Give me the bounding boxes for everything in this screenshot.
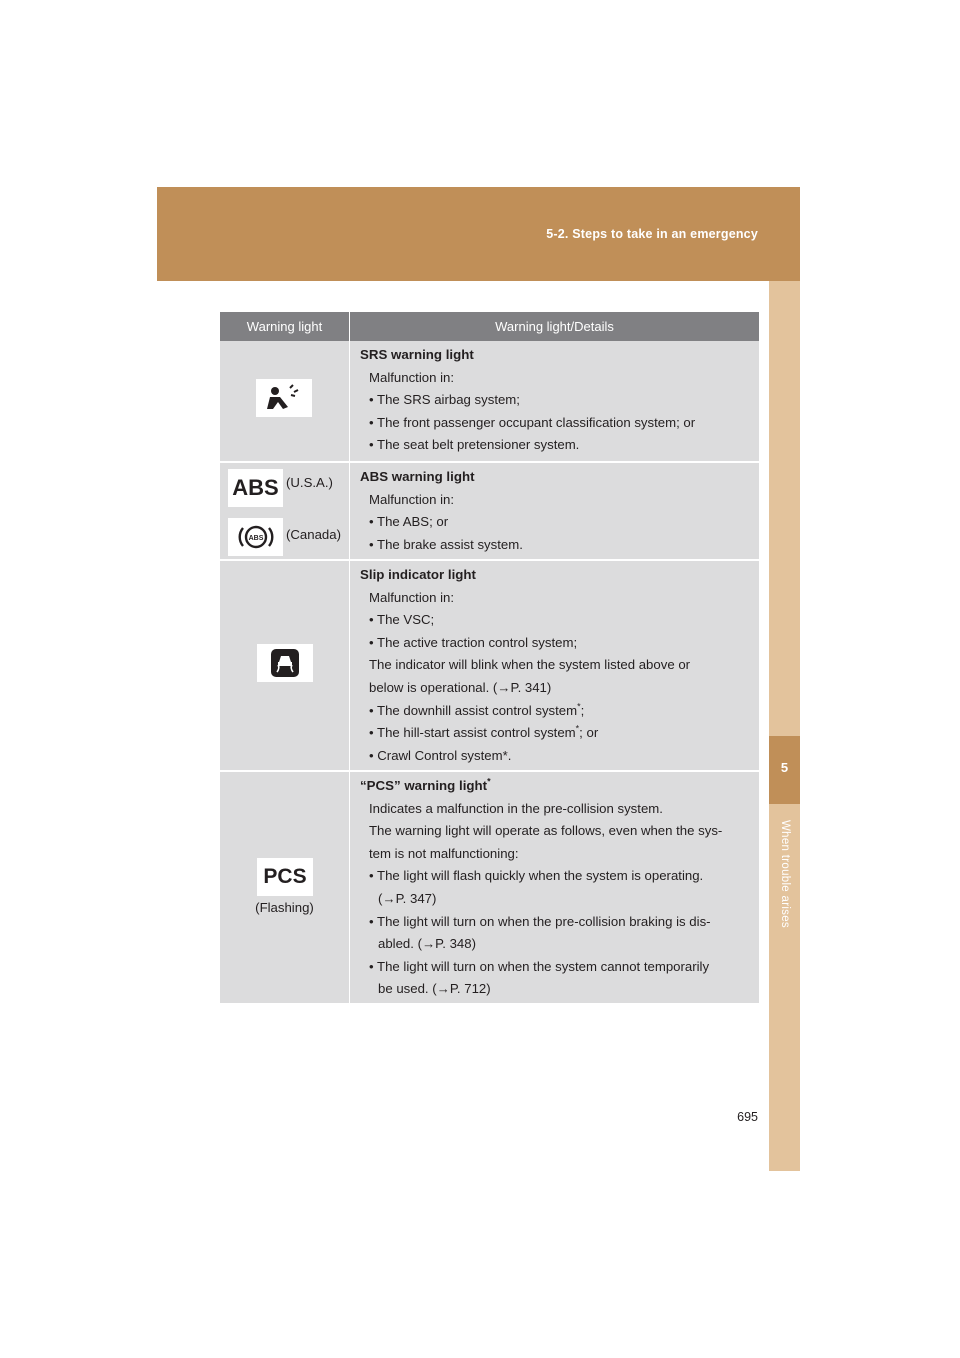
- slip-title: Slip indicator light: [360, 567, 476, 582]
- abs-canada-icon: [228, 518, 283, 556]
- pcs-note-1: The warning light will operate as follows, even when the sys-: [369, 823, 723, 839]
- pcs-bullet-1-cont: (→P. 347): [378, 890, 437, 906]
- chapter-label: [769, 812, 800, 942]
- slip-intro: Malfunction in:: [369, 589, 455, 605]
- chapter-label-text: When trouble arises: [778, 820, 791, 928]
- pcs-bullet-1: • The light will flash quickly when the system is operating.: [369, 868, 704, 884]
- icon-cell: [220, 463, 350, 559]
- abs-title: ABS warning light: [360, 469, 475, 484]
- srs-title: SRS warning light: [360, 347, 474, 362]
- abs-usa-label: (U.S.A.): [286, 475, 333, 490]
- slip-note-2: below is operational. (→P. 341): [369, 679, 552, 695]
- table-row-abs: [220, 463, 759, 561]
- slip-line-3: • The downhill assist control system*;: [369, 701, 585, 718]
- svg-text:ABS: ABS: [248, 535, 263, 542]
- slip-line-5: • Crawl Control system*.: [369, 747, 512, 763]
- icon-cell: [220, 772, 350, 1003]
- abs-canada-label: (Canada): [286, 527, 341, 542]
- pcs-title: “PCS” warning light*: [360, 776, 491, 793]
- slip-line-1: • The VSC;: [369, 612, 435, 628]
- pcs-bullet-2: • The light will turn on when the pre-collision braking is dis-: [369, 913, 711, 929]
- abs-line-2: • The brake assist system.: [369, 536, 523, 552]
- table-row-pcs: [220, 772, 759, 1003]
- srs-line-2: • The front passenger occupant classification system; or: [369, 414, 696, 430]
- srs-intro: Malfunction in:: [369, 369, 455, 385]
- abs-intro: Malfunction in:: [369, 491, 455, 507]
- abs-usa-icon: ABS: [228, 469, 283, 507]
- header-band: [157, 187, 800, 281]
- table-header: [220, 312, 759, 341]
- slip-indicator-icon: [257, 644, 313, 682]
- slip-line-4: • The hill-start assist control system*; or: [369, 723, 599, 741]
- pcs-note-2: tem is not malfunctioning:: [369, 845, 519, 861]
- slip-line-2: • The active traction control system;: [369, 634, 578, 650]
- pcs-bullet-3-cont: be used. (→P. 712): [378, 981, 491, 997]
- icon-cell: [220, 561, 350, 770]
- chapter-side-strip: [769, 281, 800, 1171]
- pcs-flashing-label: (Flashing): [255, 900, 314, 915]
- header-warning-light: Warning light: [220, 312, 350, 341]
- chapter-number: 5: [780, 760, 789, 775]
- chapter-tab: [769, 736, 800, 804]
- pcs-bullet-3: • The light will turn on when the system cannot temporarily: [369, 958, 710, 974]
- abs-line-1: • The ABS; or: [369, 514, 449, 530]
- section-title: 5-2. Steps to take in an emergency: [546, 227, 758, 241]
- srs-line-1: • The SRS airbag system;: [369, 392, 520, 408]
- icon-cell: [220, 341, 350, 461]
- table-row-slip: [220, 561, 759, 772]
- pcs-bullet-2-cont: abled. (→P. 348): [378, 936, 476, 952]
- warning-light-table: [220, 312, 759, 1003]
- page-number: 695: [737, 1110, 758, 1124]
- pcs-icon: PCS: [257, 858, 313, 896]
- header-details: Warning light/Details: [495, 319, 614, 334]
- srs-airbag-icon: [256, 379, 312, 417]
- pcs-intro: Indicates a malfunction in the pre-collision system.: [369, 800, 663, 816]
- slip-note-1: The indicator will blink when the system listed above or: [369, 657, 691, 673]
- table-row-srs: [220, 341, 759, 463]
- srs-line-3: • The seat belt pretensioner system.: [369, 437, 580, 453]
